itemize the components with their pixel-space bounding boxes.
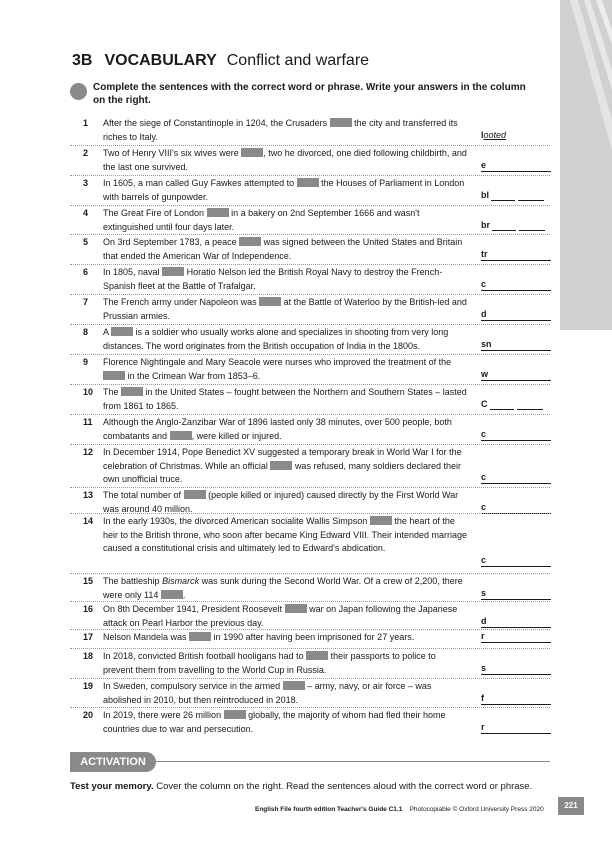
answer-gap — [224, 710, 246, 719]
answer-gap — [207, 208, 229, 217]
sentence-start: After the siege of Constantinople in 1204, the Crusaders — [103, 118, 328, 128]
item-number: 3 — [83, 178, 89, 188]
sentence-end: is a soldier who usually works alone and specializes in shooting from very long distances. The word originates from the British occupation of India in the 1800s. — [103, 327, 449, 351]
answer-field[interactable] — [481, 190, 551, 201]
item-number: 13 — [83, 490, 94, 500]
answer-gap — [283, 681, 305, 690]
answer-gap — [239, 237, 261, 246]
answer-line — [519, 220, 545, 231]
sentence-start: The French army under Napoleon was — [103, 297, 257, 307]
item-divider — [70, 707, 550, 708]
sentence-start: Although the Anglo-Zanzibar War of 1896 lasted only 38 minutes, over 500 people, both combatants and — [103, 417, 452, 441]
item-number: 20 — [83, 710, 94, 720]
answer-gap — [241, 148, 263, 157]
answer-letters: c — [481, 279, 487, 289]
item-sentence — [103, 177, 468, 204]
item-sentence — [103, 236, 468, 263]
sentence-middle: was sunk during the Second World War. Of a crew of 2,200, there were only 114 — [103, 576, 463, 600]
item-divider — [70, 264, 550, 265]
item-divider — [70, 414, 550, 415]
answer-field[interactable] — [481, 160, 551, 172]
sentence-end: was refused, many soldiers declared their own unofficial truce. — [103, 460, 462, 484]
answer-example: ooted — [483, 130, 507, 140]
sentence-start: Two of Henry VIII's six wives were — [103, 148, 239, 158]
answer-gap — [161, 590, 183, 599]
answer-letters: bl — [481, 190, 489, 200]
sentence-start: In Sweden, compulsory service in the armed — [103, 681, 281, 691]
answer-letters: sn — [481, 339, 492, 349]
answer-line — [490, 399, 514, 410]
sentence-end: their passports to police to prevent them from travelling to the World Cup in Russia. — [103, 651, 436, 675]
answer-field[interactable] — [481, 722, 551, 734]
item-divider — [70, 384, 550, 385]
corner-decoration — [560, 0, 612, 330]
item-divider — [70, 324, 550, 325]
answer-gap — [103, 371, 125, 380]
item-sentence — [103, 207, 468, 234]
answer-field[interactable] — [481, 429, 551, 441]
sentence-start: On 8th December 1941, President Roosevelt — [103, 604, 283, 614]
sentence-end: was signed between the United States and Britain that ended the American War of Independence. — [103, 237, 463, 261]
answer-letters: e — [481, 160, 487, 170]
answer-line — [491, 190, 515, 201]
item-divider — [70, 175, 550, 176]
item-sentence — [103, 356, 468, 383]
item-sentence — [103, 147, 468, 174]
instructions-text: Complete the sentences with the correct word or phrase. Write your answers in the column on the right. — [93, 82, 526, 106]
answer-first-letter: l — [481, 130, 484, 140]
page-title — [72, 52, 369, 70]
sentence-end: in a bakery on 2nd September 1666 and wasn't extinguished until four days later. — [103, 208, 420, 232]
topic-label: Conflict and warfare — [226, 52, 370, 69]
answer-letters: s — [481, 588, 487, 598]
answer-gap — [184, 490, 206, 499]
activation-bold: Test your memory. — [70, 781, 154, 792]
answer-letters: c — [481, 555, 487, 565]
item-divider — [70, 487, 550, 488]
answer-field[interactable] — [481, 472, 551, 484]
item-divider — [70, 444, 550, 445]
sentence-start: A — [103, 327, 109, 337]
item-number: 4 — [83, 208, 89, 218]
item-number: 19 — [83, 681, 94, 691]
answer-field[interactable] — [481, 130, 551, 141]
item-divider — [70, 234, 550, 235]
answer-field[interactable] — [481, 616, 551, 628]
answer-field[interactable] — [481, 399, 551, 410]
item-number: 14 — [83, 516, 94, 526]
answer-field[interactable] — [481, 249, 551, 261]
sentence-end: the Houses of Parliament in London with barrels of gunpowder. — [103, 178, 465, 202]
sentence-start: Florence Nightingale and Mary Seacole were nurses who improved the treatment of the — [103, 357, 452, 367]
answer-field[interactable] — [481, 631, 551, 643]
sentence-end: at the Battle of Waterloo by the British-led and Prussian armies. — [103, 297, 467, 321]
item-sentence — [103, 117, 468, 144]
item-sentence — [103, 326, 468, 353]
sentence-end: globally, the majority of whom had fled their home countries due to war and persecution. — [103, 710, 446, 734]
answer-field[interactable] — [481, 693, 551, 705]
activation-badge: ACTIVATION — [70, 752, 156, 772]
answer-gap — [259, 297, 281, 306]
answer-gap — [121, 387, 143, 396]
sentence-start: The — [103, 387, 119, 397]
item-sentence — [103, 680, 468, 707]
answer-field[interactable] — [481, 588, 551, 600]
item-divider — [70, 145, 550, 146]
answer-letters: c — [481, 429, 487, 439]
sentence-end: . — [182, 589, 186, 600]
answer-field[interactable] — [481, 220, 551, 231]
answer-field[interactable] — [481, 663, 551, 675]
item-number: 15 — [83, 576, 94, 586]
item-number: 5 — [83, 237, 89, 247]
sentence-end: the heart of the heir to the British throne, who soon after became King Edward VIII. Their intended marriage caused a constitutional crisis and ultimately led to Edward's abdication. — [103, 516, 468, 553]
answer-gap — [330, 118, 352, 127]
item-sentence — [103, 446, 468, 487]
sentence-start: In 2019, there were 26 million — [103, 710, 222, 720]
sentence-end: Horatio Nelson led the British Royal Navy to destroy the French-Spanish fleet at the Battle of Trafalgar. — [103, 267, 443, 291]
answer-field[interactable] — [481, 279, 551, 291]
sentence-end: the city and transferred its riches to Italy. — [103, 118, 458, 142]
item-divider — [70, 601, 550, 602]
sentence-start: In 1605, a man called Guy Fawkes attempted to — [103, 178, 295, 188]
item-divider — [70, 294, 550, 295]
answer-letters: f — [481, 693, 484, 703]
answer-field[interactable] — [481, 339, 551, 351]
sentence-start: The total number of — [103, 490, 182, 500]
sentence-end: – army, navy, or air force – was abolished in 2010, but then reintroduced in 2018. — [103, 681, 432, 705]
answer-letters: C — [481, 399, 488, 409]
sentence-start: On 3rd September 1783, a peace — [103, 237, 237, 247]
footer-copyright: Photocopiable © Oxford University Press 2020 — [409, 806, 544, 813]
sentence-end: in the United States – fought between the Northern and Southern States – lasted from 1861 to 1865. — [103, 387, 467, 411]
item-number: 17 — [83, 632, 94, 642]
answer-field[interactable] — [481, 555, 551, 567]
sentence-start: Nelson Mandela was — [103, 632, 187, 642]
item-sentence — [103, 575, 468, 602]
sentence-start: In 1805, naval — [103, 267, 160, 277]
answer-line — [518, 190, 544, 201]
answer-letters: c — [481, 502, 487, 512]
item-number: 9 — [83, 357, 89, 367]
answer-gap — [111, 327, 133, 336]
item-number: 7 — [83, 297, 89, 307]
item-sentence — [103, 296, 468, 323]
item-number: 18 — [83, 651, 94, 661]
sentence-end: in the Crimean War from 1853–6. — [127, 370, 261, 381]
answer-line — [492, 220, 516, 231]
activation-instruction: Cover the column on the right. Read the sentences aloud with the correct word or phrase. — [156, 781, 533, 792]
answer-gap — [189, 632, 211, 641]
item-sentence — [103, 515, 468, 556]
answer-letters: tr — [481, 249, 488, 259]
item-number: 2 — [83, 148, 89, 158]
item-divider — [70, 205, 550, 206]
answer-letters: c — [481, 472, 487, 482]
item-sentence — [103, 489, 468, 516]
sentence-end: , two he divorced, one died following childbirth, and the last one survived. — [103, 148, 467, 172]
item-number: 6 — [83, 267, 89, 277]
bullet-icon — [70, 83, 87, 100]
item-divider — [70, 629, 550, 630]
item-number: 12 — [83, 447, 94, 457]
activation-divider — [156, 761, 550, 762]
answer-gap — [285, 604, 307, 613]
item-divider — [70, 513, 550, 514]
item-divider — [70, 354, 550, 355]
item-sentence — [103, 603, 468, 630]
answer-letters: br — [481, 220, 490, 230]
item-sentence — [103, 266, 468, 293]
item-divider — [70, 678, 550, 679]
ship-name: Bismarck — [162, 576, 200, 586]
answer-gap — [162, 267, 184, 276]
answer-letters: d — [481, 616, 487, 626]
item-sentence — [103, 650, 468, 677]
sentence-start: In 2018, convicted British football hooligans had to — [103, 651, 304, 661]
answer-letters: d — [481, 309, 487, 319]
item-number: 11 — [83, 417, 93, 427]
sentence-end: , were killed or injured. — [191, 430, 282, 441]
page-number: 221 — [558, 797, 584, 815]
sentence-end: war on Japan following the Japanese attack on Pearl Harbor the previous day. — [103, 604, 458, 628]
sentence-start: The battleship — [103, 576, 160, 586]
sentence-start: In the early 1930s, the divorced American socialite Wallis Simpson — [103, 516, 368, 526]
item-number: 10 — [83, 387, 94, 397]
answer-gap — [270, 461, 292, 470]
unit-code: 3B — [72, 52, 93, 69]
sentence-end: in 1990 after having been imprisoned for 27 years. — [213, 632, 415, 642]
item-divider — [70, 648, 550, 649]
item-number: 8 — [83, 327, 89, 337]
answer-gap — [306, 651, 328, 660]
answer-letters: r — [481, 722, 485, 732]
answer-gap — [297, 178, 319, 187]
answer-letters: r — [481, 631, 485, 641]
answer-gap — [370, 516, 392, 525]
footer-book: English File fourth edition Teacher's Guide C1.1 — [255, 806, 403, 813]
answer-letters: w — [481, 369, 489, 379]
sentence-start: In December 1914, Pope Benedict XV suggested a temporary break in World War I for the celebration of Christmas. While an official — [103, 447, 462, 471]
item-sentence — [103, 631, 468, 645]
item-sentence — [103, 386, 468, 413]
item-sentence — [103, 709, 468, 736]
item-sentence — [103, 416, 468, 443]
answer-line — [517, 399, 543, 410]
sentence-end: (people killed or injured) caused directly by the First World War was around 40 million. — [103, 490, 459, 514]
sentence-start: The Great Fire of London — [103, 208, 205, 218]
answer-field[interactable] — [481, 369, 551, 381]
activation-text — [70, 781, 560, 792]
answer-letters: s — [481, 663, 487, 673]
section-label: VOCABULARY — [104, 52, 217, 69]
footer — [255, 806, 544, 813]
answer-gap — [170, 431, 192, 440]
item-number: 1 — [83, 118, 89, 128]
item-divider — [70, 573, 550, 574]
answer-field[interactable] — [481, 309, 551, 321]
item-number: 16 — [83, 604, 94, 614]
